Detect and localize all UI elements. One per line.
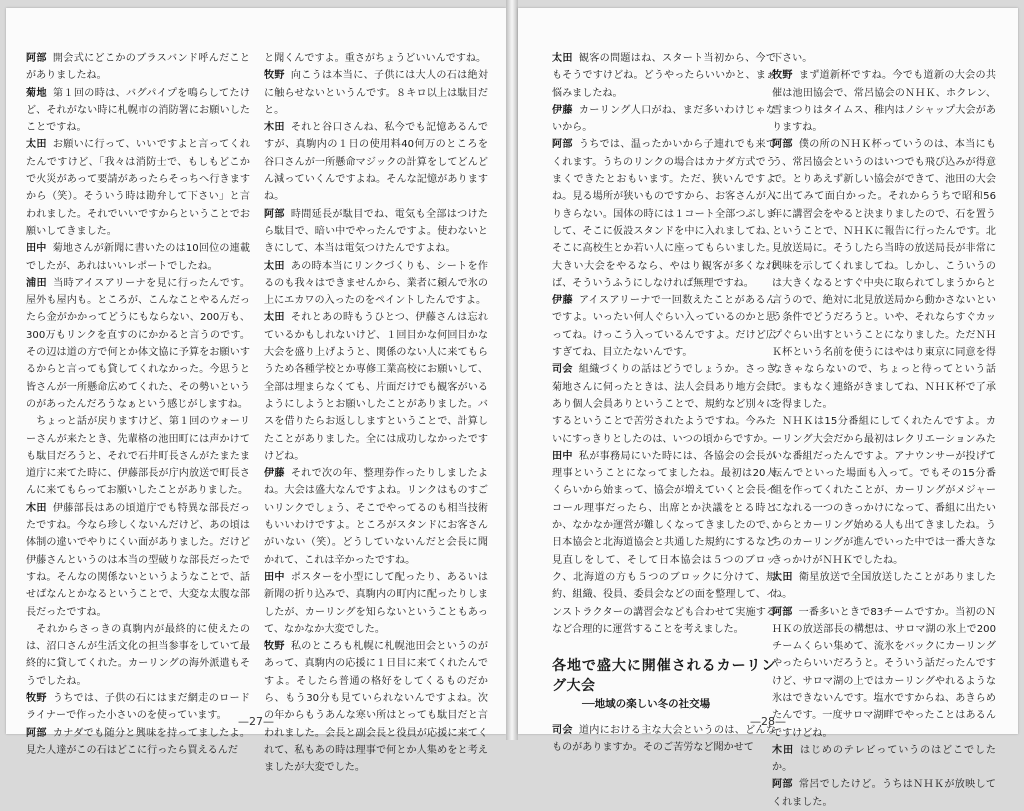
dialogue-text: 下さい。 bbox=[772, 53, 813, 64]
dialogue-text: まず道新杯ですね。今でも道新の大会の共催は池田協会で、常呂協会のＮＨＫ、ホクレン、雪まつりはタイムス、稚内はノシャップ大会がありますね。 bbox=[772, 70, 997, 134]
dialogue-text: 私が事務局にいた時には、各協会の会長が理事ということになってましたね。最初は20人くらいから始まって、協会が増えていくと会長イコール理事だったら、出席とか決議をとる時とか、なかなか運営が難しくなってきましたので、日本協会と北海道協会と共通した規約にするなど見直しをして、そして日本協会は５つのブロック、北海道の方も５つのブロックに分けて、規約、組織、役員、委員会などの面を整理して、インストラクターの講習会なども合わせて実施するなど合理的に運営することを考えました。 bbox=[552, 450, 777, 635]
section-title: 各地で盛大に開催されるカーリング大会 bbox=[552, 658, 776, 695]
speaker-name: 牧野 bbox=[26, 692, 47, 704]
dialogue-paragraph bbox=[552, 102, 776, 137]
dialogue-text: ちょっと話が戻りますけど、第１回のウォーリーさんが来たとき、先輩格の池田町には声かけても駄目だろうと、それで石井町長さんがたまたま道庁に来てた時に、伊藤部長が庁内放送で町長さんに来てもらってお願いしたことがありました。 bbox=[26, 416, 250, 497]
speaker-name: 木田 bbox=[26, 502, 47, 514]
dialogue-text: と聞くんですよ。重さがちょうどいいんですね。 bbox=[264, 53, 487, 64]
dialogue-text: はじめのテレビっていうのはどこでしたか。 bbox=[772, 744, 996, 774]
dialogue-paragraph bbox=[552, 292, 776, 361]
dialogue-paragraph bbox=[26, 136, 250, 240]
dialogue-paragraph bbox=[264, 569, 488, 638]
speaker-name: 牧野 bbox=[772, 70, 793, 82]
speaker-name: 阿部 bbox=[552, 139, 573, 151]
dialogue-paragraph bbox=[26, 275, 250, 413]
dialogue-text: うちでは、子供の石にはまだ網走のロードライナーで作った小さいのを使っています。 bbox=[26, 692, 250, 722]
dialogue-paragraph bbox=[264, 258, 488, 310]
dialogue-paragraph bbox=[26, 621, 250, 690]
speaker-name: 木田 bbox=[264, 122, 285, 134]
speaker-name: 田中 bbox=[552, 450, 573, 462]
speaker-name: 司会 bbox=[552, 364, 573, 376]
dialogue-text: カナダでも随分と興味を持ってましたよ。見た人達がこの石はどこに行ったら買えるんだ bbox=[26, 727, 251, 756]
speaker-name: 阿部 bbox=[26, 727, 47, 739]
dialogue-text: 菊地さんが新聞に書いたのは10回位の連載でしたが、あれはいいレポートでしたね。 bbox=[26, 243, 251, 272]
dialogue-text: ポスターを小型にして配ったり、あるいは新聞の折り込みで、真駒内の町内に配ったりしましたが、カーリングを知らないということもあって、なかなか大変でした。 bbox=[264, 571, 489, 635]
speaker-name: 太田 bbox=[264, 312, 285, 324]
dialogue-text: カーリング人口がね、まだ多いわけじゃないから。 bbox=[552, 104, 777, 134]
speaker-name: 太田 bbox=[264, 260, 285, 272]
dialogue-paragraph bbox=[552, 448, 776, 638]
dialogue-text: 第１回の時は、バグパイプを鳴らしてたけど、それがない時に札幌市の消防署にお願いしたことですね。 bbox=[26, 87, 251, 134]
speaker-name: 阿部 bbox=[264, 208, 285, 220]
dialogue-text: 観客の問題はね、スタート当初から、今でもそうですけどね。どうやったらいいかと、まぁ悩みましたね。 bbox=[552, 53, 777, 99]
dialogue-text: 伊藤部長はあの頃道庁でも特異な部長だったですね。今なら珍しくないんだけど、あの頃は体制の違いでやりにくい面がありました。だけど伊藤さんというのは本当の型破りな部長だったですね。そんなの関係ないというようなことで、話せばなんとかなるということで、大変な太腹な部長だったですね。 bbox=[26, 502, 251, 618]
speaker-name: 田中 bbox=[264, 571, 285, 583]
speaker-name: 阿部 bbox=[772, 606, 793, 618]
dialogue-text: ＮＨＫは15分番組にしてくれたんですよ。カーリング大会だから最初はレクリエーションみたいな番組だったんですよ。アナウンサーが投げて転んでといった場面も入って。でもその15分番組を作ってくれたことが、カーリングがメジャーになれる一つのきっかけになって、番組に出たいからとカーリング始める人も出てきましたね。うちのカーリングが進んでいった中では一番大きなきっかけがＮＨＫでしたね。 bbox=[772, 416, 996, 566]
dialogue-text: アイスアリーナで一回数えたことがあるんですよ。いったい何人ぐらい入っているのかと思ってね。けっこう入っているんですよ。だけど広すぎてね、目立たないんです。 bbox=[552, 295, 777, 359]
dialogue-text: 道内における主な大会というのは、どんなものがありますか。そのご苦労など聞かせて bbox=[552, 725, 777, 754]
dialogue-text: あの時本当にリンクづくりも、シートを作るのも我々はできませんから、業者に頼んで氷の上にエカワの入ったのをペイントしたんですよ。 bbox=[264, 260, 489, 307]
dialogue-text: 組織づくりの話はどうでしょうか。さっき菊地さんに伺ったときは、法人会員あり地方会員あり個人会員ありということで、規約など別々にするということで苦労されたようですね。今みたいにすっきりとしたのは、いつの頃からですか。 bbox=[552, 364, 777, 445]
dialogue-paragraph bbox=[26, 725, 250, 760]
dialogue-text: それで次の年、整理券作ったりしましたよね。大会は盛大なんですよね。リンクはものすごいリンクでしょう、そこでやってるのも相当技術もいいわけですよ。ところがスタンドにお客さんがいない（笑）。どうしていないんだと会長に聞かれて、これは辛かったですね。 bbox=[264, 468, 489, 566]
dialogue-paragraph bbox=[26, 240, 250, 275]
dialogue-text: うちでは、温ったかいから子連れでも来てくれます。うちのリンクの場合はカナダ方式でうまくできたとおもいます。ただ、狭いんですよね。見る場所が狭いものですから、お客さんが入りきらない。国体の時には１コート全部つぶしまして、そこに仮設スタンドを中に入れましてね、そこに高校生とか若い人に座ってもらいました。大きい大会をやるなら、やはり観客が多くなれば、そういうふうにしなければ無理ですね。 bbox=[552, 139, 776, 289]
dialogue-text: それからさっきの真駒内が最終的に使えたのは、沼口さんが生活文化の担当参事をしていて最終的に貸してくれた。カーリングの海外派遣もそうでしたね。 bbox=[26, 623, 250, 687]
speaker-name: 牧野 bbox=[264, 641, 285, 653]
dialogue-text: 私のところも札幌に札幌池田会というのがあって、真駒内の応援に１日目に来てくれたんですよ。そしたら普通の格好をしてくるものだから、もう30分も見ていられないんですよね。次の年からもうあんな寒い所はとっても駄目だと言われました。会長と副会長と役員が応援に来てくれて、私もあの時は理事で何とか人集めをと考えましたが大変でした。 bbox=[264, 641, 489, 774]
speaker-name: 司会 bbox=[552, 725, 573, 737]
page-left bbox=[6, 8, 506, 774]
speaker-name: 阿部 bbox=[26, 53, 47, 64]
right-column-1-paragraphs bbox=[552, 50, 776, 638]
dialogue-text: 当時アイスアリーナを見に行ったんです。屋外も屋内も。ところが、こんなことやるんだったら金がかかってどうにもならない、200万も、300万もリンクを直すのにかかると言うのです。その辺は道の方で何とか体文協に予算をお願いするからと言っても貸してくれなかった。今思うと皆さんが一所懸命広めてくれた、その勢いというのがあったんだろうなぁという感じがしますね。 bbox=[26, 277, 251, 410]
dialogue-paragraph bbox=[264, 465, 488, 569]
dialogue-text: 向こうは本当に、子供には大人の石は絶対に触らせないというんです。８キロ以上は駄目だと。 bbox=[264, 70, 489, 116]
speaker-name: 田中 bbox=[26, 243, 47, 255]
page-number-left: —27— bbox=[238, 715, 274, 728]
dialogue-paragraph bbox=[552, 136, 776, 292]
speaker-name: 牧野 bbox=[264, 70, 285, 82]
speaker-name: 太田 bbox=[552, 53, 573, 64]
dialogue-text: それと谷口さんね、私今でも記憶あるんですが、真駒内の１日の使用料40何万のところを谷口さんが一所懸命マジックの計算をしてどんどん減っていくんですよね。そんな記憶がありますね。 bbox=[264, 122, 489, 203]
dialogue-paragraph bbox=[264, 638, 488, 776]
dialogue-paragraph bbox=[772, 413, 996, 569]
dialogue-paragraph bbox=[552, 361, 776, 447]
speaker-name: 伊藤 bbox=[264, 468, 285, 480]
dialogue-text: 時間延長が駄目でね、電気も全部はつけたら駄目で、暗い中でやったんですよ。使わないときにして、本当は電気つけたんですよね。 bbox=[264, 208, 489, 255]
speaker-name: 太田 bbox=[26, 139, 47, 151]
speaker-name: 伊藤 bbox=[552, 295, 573, 307]
dialogue-paragraph bbox=[264, 50, 488, 67]
dialogue-text: それとあの時もうひとつ、伊藤さんは忘れているかもしれないけど、１回目かな何回目かな大会を盛り上げようと、関係のない人に来てもらうため各種学校とか専修工業高校にお願いして、全部は埋まらなくても、片面だけでも観客がいるようにしようとお願いしたことがありました。バスを借りたらお返ししますということで、計算したことがありました。全には成功しなかったですけどね。 bbox=[264, 312, 489, 462]
dialogue-paragraph bbox=[26, 85, 250, 137]
dialogue-paragraph bbox=[26, 50, 250, 85]
speaker-name: 阿部 bbox=[772, 139, 793, 151]
dialogue-text: 一番多いときで83チームですか。当初のＮＨＫの放送部長の構想は、サロマ湖の氷上で200チームくらい集めて、流氷をバックにカーリングやったらいいだろうと。そういう話だったんですけど、サロマ湖の上ではカーリングやれるような氷はできないんです。塩水ですからね、あきらめたんです。一度サロマ湖畔でやったことはあるんですけどね。 bbox=[772, 606, 997, 739]
speaker-name: 菊地 bbox=[26, 87, 47, 99]
dialogue-paragraph bbox=[772, 569, 996, 604]
page-number-right: —28— bbox=[750, 715, 786, 728]
dialogue-text: 衛星放送で全国放送したことがありましたね。 bbox=[772, 571, 997, 601]
dialogue-paragraph bbox=[26, 413, 250, 499]
dialogue-text: 僕の所のＮＨＫ杯っていうのは、本当にもう、常呂協会というのはいつでも飛び込みが得意で。とりあえず新しい協会ができて、池田の大会に出てみて面白かった。それからうちで昭和56年に講習会をやると決まりましたので、石を置うということで、ＮＨＫに報告に行ったんです。北見放送局に。そうしたら当時の放送局長が非常に興味を示してくれましてね。しかし、こういうのは大きくなるとすぐ中央に取られてしまうからと言うので、絶対に北見放送局から動かさないという条件でどうだろうと。いや、それならすぐカップぐらい出すということになりました。ただＮＨＫ杯という名前を使うにはやはり東京に同意を得なきゃならないので、ちょっと待ってという話で。まもなく連絡がきましてね、ＮＨＫ杯で了承を得ました。 bbox=[772, 139, 997, 410]
dialogue-paragraph bbox=[552, 50, 776, 102]
dialogue-text: 常呂でしたけど。うちはＮＨＫが放映してくれました。 bbox=[772, 779, 997, 808]
dialogue-text: お願いに行って、いいですよと言ってくれたんですけど、「我々は消防士で、もしもどこかで火災があって要請があったらそっちへ行きますから（笑）。そういう時は勘弁して下さい」と言われました。それでいいですからということでお願いしてきました。 bbox=[26, 139, 251, 237]
dialogue-paragraph bbox=[772, 136, 996, 413]
speaker-name: 浦田 bbox=[26, 277, 48, 289]
dialogue-paragraph bbox=[772, 50, 996, 67]
dialogue-paragraph bbox=[772, 776, 996, 811]
dialogue-text: 開会式にどこかのブラスバンド呼んだことがありましたね。 bbox=[26, 53, 251, 82]
dialogue-paragraph bbox=[264, 119, 488, 205]
section-subtitle: ──地域の楽しい冬の社交場 bbox=[582, 698, 711, 711]
speaker-name: 伊藤 bbox=[552, 104, 573, 116]
right-column-2 bbox=[772, 50, 997, 808]
speaker-name: 太田 bbox=[772, 571, 793, 583]
page-right bbox=[518, 8, 1018, 808]
speaker-name: 阿部 bbox=[772, 779, 793, 791]
section-heading bbox=[552, 656, 776, 712]
dialogue-paragraph bbox=[772, 67, 996, 136]
dialogue-paragraph bbox=[26, 500, 250, 621]
dialogue-paragraph bbox=[264, 206, 488, 258]
dialogue-paragraph bbox=[264, 67, 488, 119]
left-column-2 bbox=[264, 50, 489, 774]
dialogue-paragraph bbox=[772, 742, 996, 777]
book-gutter bbox=[506, 0, 518, 740]
dialogue-paragraph bbox=[264, 309, 488, 465]
speaker-name: 木田 bbox=[772, 744, 794, 756]
left-column-1 bbox=[26, 50, 251, 756]
